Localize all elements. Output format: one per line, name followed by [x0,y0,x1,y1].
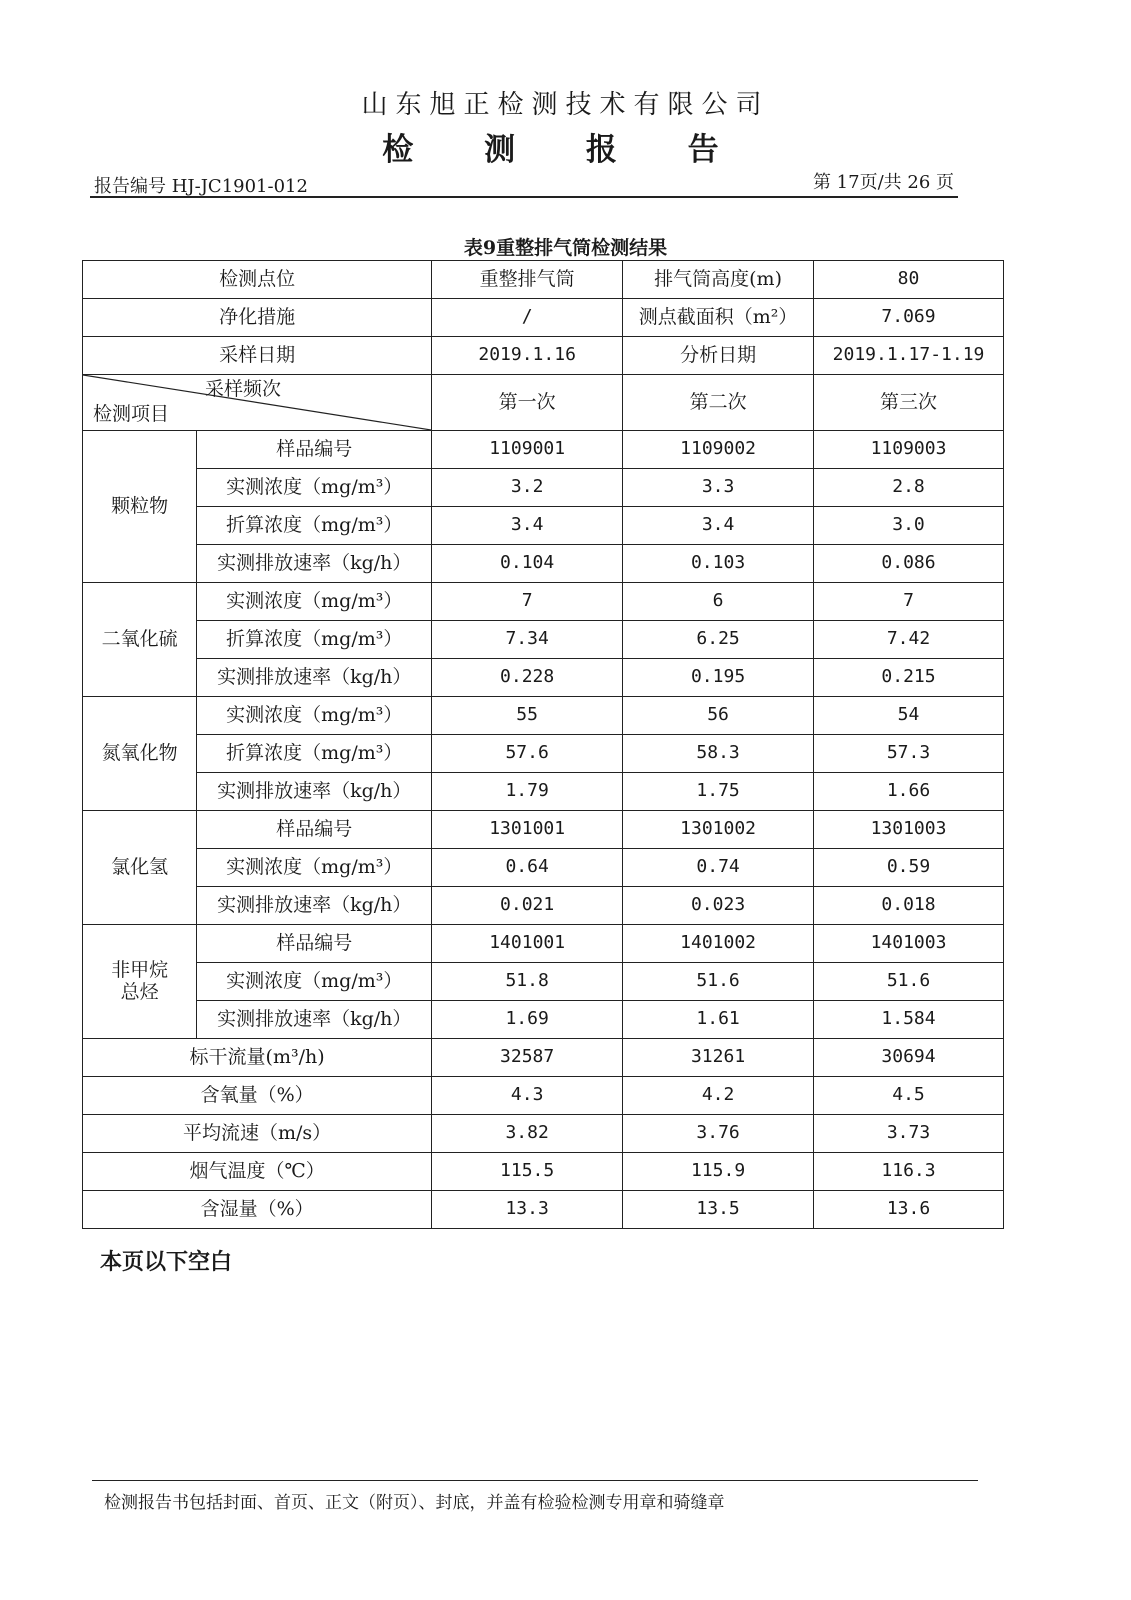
document-title: 检 测 报 告 [382,132,749,168]
pollutant-name: 非甲烷总烃 [83,925,197,1039]
company-name: 山东旭正检测技术有限公司 [361,90,770,120]
measurement-value: 116.3 [814,1153,1004,1191]
measurement-value: 3.4 [623,507,814,545]
measurement-value: 51.6 [623,963,814,1001]
info-value: 80 [814,261,1004,299]
measurement-row [83,621,1004,659]
measurement-value: 115.9 [623,1153,814,1191]
measurement-value: 1109003 [814,431,1004,469]
summary-row [83,1077,1004,1115]
measurement-value: 3.76 [623,1115,814,1153]
parameter-name: 实测排放速率（kg/h） [197,1001,432,1039]
summary-row [83,1115,1004,1153]
summary-row [83,1191,1004,1229]
measurement-value: 13.5 [623,1191,814,1229]
measurement-value: 32587 [432,1039,623,1077]
info-value: 7.069 [814,299,1004,337]
measurement-value: 7.34 [432,621,623,659]
measurement-value: 7.42 [814,621,1004,659]
measurement-value: 4.2 [623,1077,814,1115]
test-item-label: 检测项目 [93,403,170,426]
info-row [83,299,1004,337]
info-row [83,261,1004,299]
measurement-value: 57.6 [432,735,623,773]
measurement-row [83,773,1004,811]
info-value: 重整排气筒 [432,261,623,299]
pollutant-name: 颗粒物 [83,431,197,583]
measurement-value: 3.73 [814,1115,1004,1153]
measurement-value: 0.59 [814,849,1004,887]
parameter-name: 含湿量（%） [83,1191,432,1229]
pollutant-name: 氮氧化物 [83,697,197,811]
parameter-name: 折算浓度（mg/m³） [197,621,432,659]
parameter-name: 实测浓度（mg/m³） [197,469,432,507]
measurement-value: 1301001 [432,811,623,849]
measurement-value: 30694 [814,1039,1004,1077]
summary-row [83,1153,1004,1191]
measurement-value: 13.3 [432,1191,623,1229]
blank-below-note: 本页以下空白 [100,1249,233,1275]
parameter-name: 实测浓度（mg/m³） [197,963,432,1001]
parameter-name: 实测排放速率（kg/h） [197,773,432,811]
parameter-name: 样品编号 [197,431,432,469]
measurement-value: 3.2 [432,469,623,507]
table-title: 表9重整排气筒检测结果 [463,237,668,259]
summary-row [83,1039,1004,1077]
measurement-value: 3.0 [814,507,1004,545]
measurement-value: 13.6 [814,1191,1004,1229]
parameter-name: 样品编号 [197,925,432,963]
measurement-value: 1.66 [814,773,1004,811]
parameter-name: 样品编号 [197,811,432,849]
info-label: 采样日期 [83,337,432,375]
measurement-value: 0.195 [623,659,814,697]
diagonal-header-cell [83,375,432,431]
measurement-value: 0.104 [432,545,623,583]
measurement-value: 1.61 [623,1001,814,1039]
info-row [83,337,1004,375]
measurement-value: 1401002 [623,925,814,963]
report-meta-row [90,168,958,198]
sample-round-header: 第二次 [623,375,814,431]
info-value: 2019.1.16 [432,337,623,375]
measurement-value: 1301003 [814,811,1004,849]
measurement-value: 1401001 [432,925,623,963]
parameter-name: 实测浓度（mg/m³） [197,849,432,887]
measurement-row [83,925,1004,963]
parameter-name: 折算浓度（mg/m³） [197,735,432,773]
measurement-value: 0.215 [814,659,1004,697]
report-number: 报告编号 HJ-JC1901-012 [94,176,308,197]
measurement-value: 3.82 [432,1115,623,1153]
measurement-value: 0.228 [432,659,623,697]
measurement-row [83,583,1004,621]
info-label: 测点截面积（m²） [623,299,814,337]
info-label: 分析日期 [623,337,814,375]
measurement-value: 6 [623,583,814,621]
measurement-value: 1401003 [814,925,1004,963]
measurement-value: 7 [814,583,1004,621]
measurement-value: 2.8 [814,469,1004,507]
measurement-value: 0.103 [623,545,814,583]
measurement-value: 54 [814,697,1004,735]
measurement-row [83,1001,1004,1039]
sampling-frequency-label: 采样频次 [205,378,282,400]
parameter-name: 实测浓度（mg/m³） [197,583,432,621]
measurement-value: 0.64 [432,849,623,887]
measurement-value: 56 [623,697,814,735]
info-label: 检测点位 [83,261,432,299]
measurement-value: 51.6 [814,963,1004,1001]
sample-round-header: 第一次 [432,375,623,431]
parameter-name: 标干流量(m³/h) [83,1039,432,1077]
pollutant-name: 二氧化硫 [83,583,197,697]
info-label: 净化措施 [83,299,432,337]
measurement-value: 57.3 [814,735,1004,773]
measurement-value: 1301002 [623,811,814,849]
measurement-value: 0.74 [623,849,814,887]
column-header-row [83,375,1004,431]
measurement-row [83,849,1004,887]
measurement-value: 115.5 [432,1153,623,1191]
measurement-value: 1.75 [623,773,814,811]
measurement-row [83,697,1004,735]
measurement-value: 1.69 [432,1001,623,1039]
measurement-row [83,735,1004,773]
measurement-value: 51.8 [432,963,623,1001]
measurement-row [83,811,1004,849]
measurement-value: 1.79 [432,773,623,811]
parameter-name: 含氧量（%） [83,1077,432,1115]
measurement-value: 0.023 [623,887,814,925]
measurement-row [83,431,1004,469]
measurement-value: 3.4 [432,507,623,545]
parameter-name: 实测排放速率（kg/h） [197,887,432,925]
measurement-value: 0.021 [432,887,623,925]
footer-note: 检测报告书包括封面、首页、正文（附页）、封底，并盖有检验检测专用章和骑缝章 [104,1493,725,1513]
parameter-name: 实测浓度（mg/m³） [197,697,432,735]
measurement-value: 31261 [623,1039,814,1077]
measurement-row [83,963,1004,1001]
measurement-value: 4.3 [432,1077,623,1115]
measurement-value: 58.3 [623,735,814,773]
measurement-value: 1109002 [623,431,814,469]
measurement-row [83,545,1004,583]
measurement-value: 0.086 [814,545,1004,583]
measurement-value: 7 [432,583,623,621]
measurement-row [83,507,1004,545]
measurement-value: 1109001 [432,431,623,469]
results-table-body [83,261,1004,1229]
sample-round-header: 第三次 [814,375,1004,431]
parameter-name: 平均流速（m/s） [83,1115,432,1153]
parameter-name: 烟气温度（℃） [83,1153,432,1191]
measurement-value: 55 [432,697,623,735]
page-number: 第 17页/共 26 页 [812,172,954,193]
parameter-name: 实测排放速率（kg/h） [197,659,432,697]
measurement-row [83,887,1004,925]
footer-divider [92,1480,978,1481]
measurement-row [83,469,1004,507]
measurement-value: 4.5 [814,1077,1004,1115]
measurement-row [83,659,1004,697]
results-table [82,260,1004,1229]
measurement-value: 1.584 [814,1001,1004,1039]
measurement-value: 6.25 [623,621,814,659]
measurement-value: 0.018 [814,887,1004,925]
parameter-name: 实测排放速率（kg/h） [197,545,432,583]
info-label: 排气筒高度(m) [623,261,814,299]
info-value: 2019.1.17-1.19 [814,337,1004,375]
pollutant-name: 氯化氢 [83,811,197,925]
info-value: / [432,299,623,337]
parameter-name: 折算浓度（mg/m³） [197,507,432,545]
measurement-value: 3.3 [623,469,814,507]
